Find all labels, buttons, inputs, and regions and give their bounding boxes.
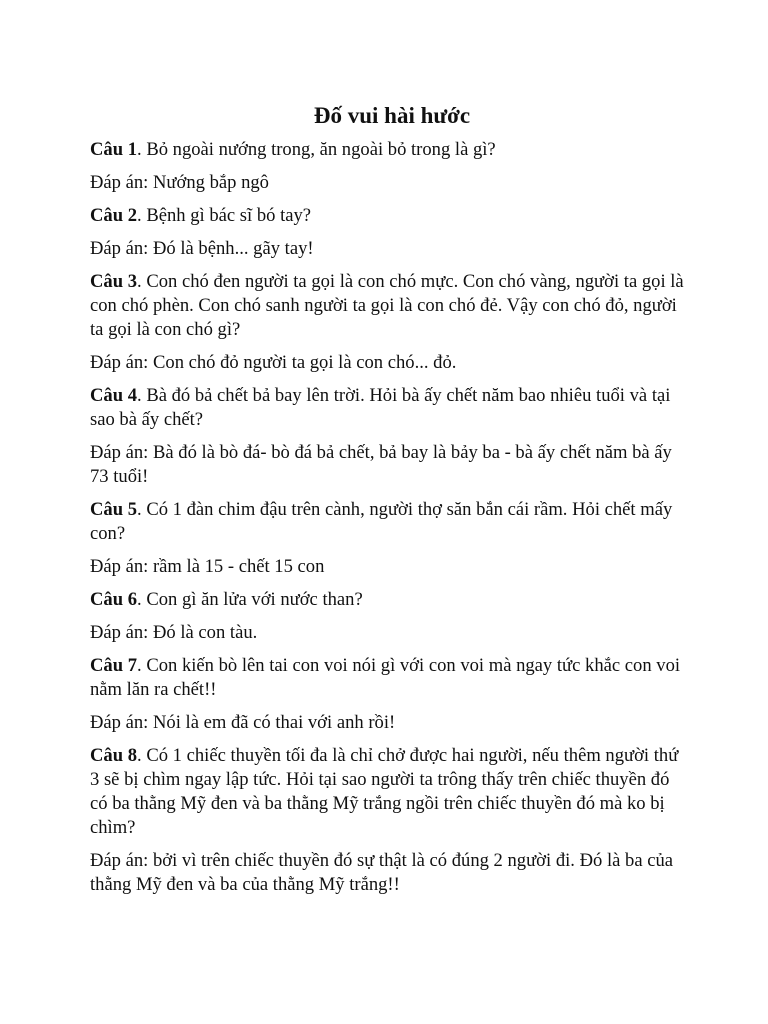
question-7-label: Câu 7 xyxy=(90,655,138,676)
question-2-label: Câu 2 xyxy=(90,205,138,226)
answer-6: Đáp án: Đó là con tàu. xyxy=(90,622,258,643)
question-8 xyxy=(90,744,690,840)
question-8-text: . Có 1 chiếc thuyền tối đa là chỉ chở được hai người, nếu thêm người thứ 3 sẽ bị chìm ngay lập tức. Hỏi tại sao người ta trông thấy trên chiếc thuyền đó có ba thằng Mỹ đen và ba thằng Mỹ trắng ngồi trên chiếc thuyền đó mà ko bị chìm? xyxy=(90,745,679,838)
question-4 xyxy=(90,384,690,432)
question-3-text: . Con chó đen người ta gọi là con chó mực. Con chó vàng, người ta gọi là con chó phèn. Con chó sanh người ta gọi là con chó đẻ. Vậy con chó đỏ, người ta gọi là con chó gì? xyxy=(90,271,684,340)
question-4-label: Câu 4 xyxy=(90,385,138,406)
answer-7: Đáp án: Nói là em đã có thai với anh rồi! xyxy=(90,712,396,733)
answer-3: Đáp án: Con chó đỏ người ta gọi là con chó... đỏ. xyxy=(90,352,457,373)
answer-2: Đáp án: Đó là bệnh... gãy tay! xyxy=(90,238,314,259)
question-2 xyxy=(90,204,690,228)
answer-1: Đáp án: Nướng bắp ngô xyxy=(90,172,269,193)
question-6 xyxy=(90,588,690,612)
question-5 xyxy=(90,498,690,546)
question-1-text: . Bỏ ngoài nướng trong, ăn ngoài bỏ trong là gì? xyxy=(137,139,496,160)
question-2-text: . Bệnh gì bác sĩ bó tay? xyxy=(137,205,312,226)
question-4-text: . Bà đó bả chết bả bay lên trời. Hỏi bà ấy chết năm bao nhiêu tuổi và tại sao bà ấy chết? xyxy=(90,385,671,430)
question-3-label: Câu 3 xyxy=(90,271,138,292)
question-6-text: . Con gì ăn lửa với nước than? xyxy=(137,589,363,610)
question-1-label: Câu 1 xyxy=(90,139,138,160)
question-5-label: Câu 5 xyxy=(90,499,138,520)
question-5-text: . Có 1 đàn chim đậu trên cành, người thợ săn bắn cái rầm. Hỏi chết mấy con? xyxy=(90,499,673,544)
document-page xyxy=(90,98,690,906)
document-title: Đố vui hài hước xyxy=(313,103,471,128)
answer-8: Đáp án: bởi vì trên chiếc thuyền đó sự thật là có đúng 2 người đi. Đó là ba của thằng Mỹ đen và ba của thằng Mỹ trắng!! xyxy=(90,850,674,895)
question-7-text: . Con kiến bò lên tai con voi nói gì với con voi mà ngay tức khắc con voi nằm lăn ra chết!! xyxy=(90,655,681,700)
question-1 xyxy=(90,138,690,162)
question-3 xyxy=(90,270,690,342)
question-7 xyxy=(90,654,690,702)
answer-4: Đáp án: Bà đó là bò đá- bò đá bả chết, bả bay là bảy ba - bà ấy chết năm bà ấy 73 tuổi! xyxy=(90,442,672,487)
question-6-label: Câu 6 xyxy=(90,589,138,610)
question-8-label: Câu 8 xyxy=(90,745,138,766)
answer-5: Đáp án: rầm là 15 - chết 15 con xyxy=(90,556,325,577)
